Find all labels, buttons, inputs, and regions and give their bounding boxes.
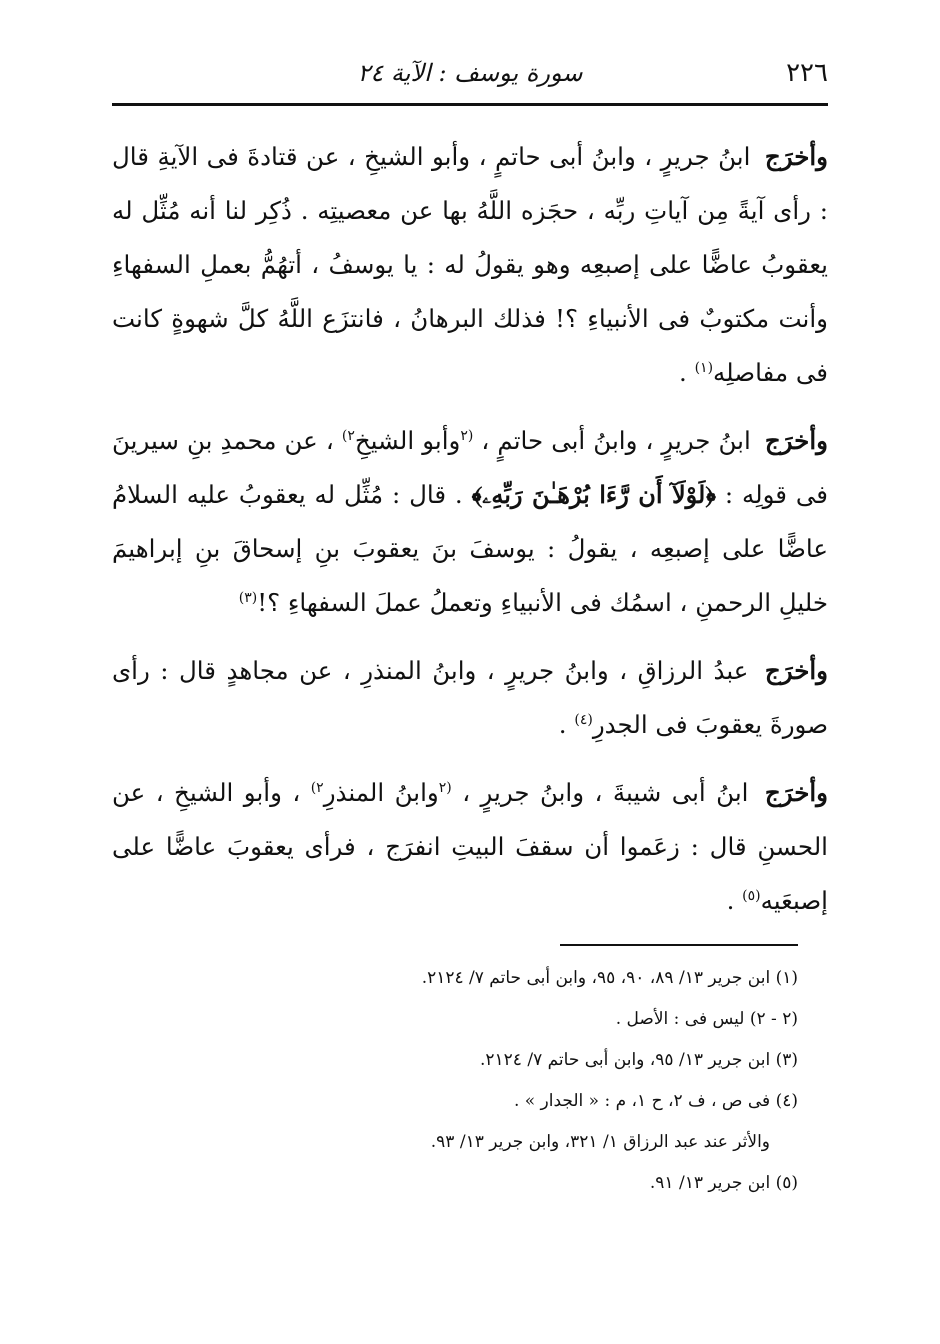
footnote-3: (٣) ابن جرير ١٣/ ٩٥، وابن أبى حاتم ٧/ ٢١٢٤. [480,1050,798,1070]
paragraph-end: . [679,358,695,387]
footnote-4: (٤) فى ص ، ف ٢، ح ١، م : « الجدار » . [513,1091,798,1111]
paragraph-end: . [726,886,743,915]
footnote-reference-open: (٢ [460,427,474,444]
footnote-reference: (٥) [742,887,761,904]
footnote-4-continuation: والأثر عند عبد الرزاق ١/ ٣٢١، وابن جرير ١٣/ ٩٣. [430,1132,770,1152]
running-title: سورة يوسف : الآية ٢٤ [357,59,583,87]
paragraph-text: ابنُ جريرٍ ، وابنُ أبى حاتمٍ ، [481,426,751,455]
paragraph-4 [112,766,828,928]
footnote-reference: (٣) [238,589,258,606]
paragraph-lead-word: وأخرَج [764,426,828,455]
running-head [112,52,828,96]
main-text [112,130,828,942]
paragraph-3 [112,644,828,752]
footnote-5: (٥) ابن جرير ١٣/ ٩١. [649,1173,798,1193]
quran-quote: ﴿لَوْلَآ أَن رَّءَا بُرْهَـٰنَ رَبِّهِۦ﴾ [471,480,717,509]
paragraph-text: ، عن محمدِ بنِ سيرينَ فى قولِه : [112,426,828,509]
footnotes [112,958,798,1204]
paragraph-lead-word: وأخرَج [764,656,828,685]
paragraph-2 [112,414,828,630]
footnote-rule [560,944,798,946]
footnote-reference-close: ٢) [310,779,324,796]
footnote-reference: (٤) [574,711,593,728]
paragraph-text: وأبو الشيخِ [354,426,461,455]
page-number: ٢٢٦ [786,58,828,88]
paragraph-1 [112,130,828,400]
paragraph-text: عبدُ الرزاقِ ، وابنُ جريرٍ ، وابنُ المنذرِ ، عن مجاهدٍ قال : رأى صورةَ يعقوبَ فى الجدرِ [112,656,828,739]
footnote-reference: (١) [694,359,714,376]
footnote-reference-close: ٢) [341,427,355,444]
paragraph-text: ، وأبو الشيخِ ، عن الحسنِ قال : زعَموا أن سقفَ البيتِ انفرَج ، فرأى يعقوبَ عاضًّا على إصبعَيه [112,778,828,915]
footnote-reference-open: (٢ [438,779,452,796]
paragraph-lead-word: وأخرَج [764,778,829,807]
paragraph-end: . [558,710,575,739]
paragraph-text: وابنُ المنذرِ [323,778,439,807]
paragraph-text: ابنُ جريرٍ ، وابنُ أبى حاتمٍ ، وأبو الشيخِ ، عن قتادةَ فى الآيةِ قال : رأى آيةً مِن آياتِ ربِّه ، حجَزه اللَّهُ بها عن معصيتِه . ذُكِر لنا أنه مُثِّل له يعقوبُ عاضًّا على إصبعِه وهو يقولُ له : يا يوسفُ ، أتهُمُّ بعملِ السفهاءِ وأنت مكتوبٌ فى الأنبياءِ ؟! فذلك البرهانُ ، فانتزَع اللَّهُ كلَّ شهوةٍ كانت فى مفاصلِه [112,142,828,387]
footnote-2: (٢ - ٢) ليس فى : الأصل . [615,1009,798,1029]
paragraph-text: . قال : مُثِّل له يعقوبُ عليه السلامُ عاضًّا على إصبعِه ، يقولُ : يوسفَ بنَ يعقوبَ بنِ إسحاقَ بنِ إبراهيمَ خليلِ الرحمنِ ، اسمُك فى الأنبياءِ وتعملُ عملَ السفهاءِ ؟! [112,480,828,617]
header-rule [112,103,828,106]
paragraph-lead-word: وأخرَج [764,142,828,171]
footnote-1: (١) ابن جرير ١٣/ ٨٩، ٩٠، ٩٥، وابن أبى حاتم ٧/ ٢١٢٤. [421,968,798,988]
paragraph-text: ابنُ أبى شيبةَ ، وابنُ جريرٍ ، [462,778,749,807]
